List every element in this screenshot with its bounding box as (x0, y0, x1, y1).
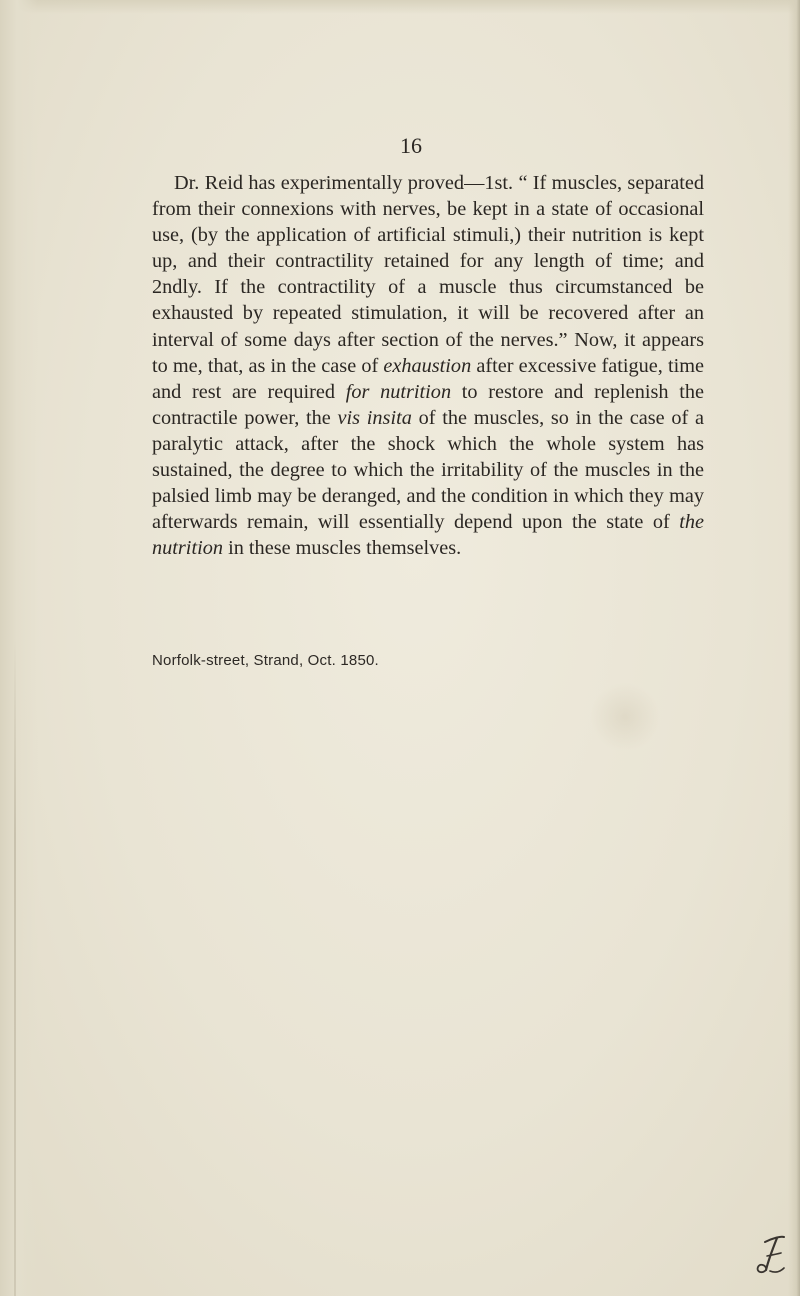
italic-for-nutrition: for nutrition (345, 380, 452, 403)
text-run: in these muscles themselves. (223, 537, 462, 560)
italic-vis-insita: vis insita (337, 406, 412, 429)
text-run: to restore and replenish the contractile power, the (152, 380, 704, 429)
paper-stain (590, 682, 660, 752)
italic-the-nutrition: the nutrition (152, 511, 704, 560)
page-gutter-shadow (0, 0, 38, 1296)
text-run: after excessive fatigue, time and rest are required (152, 354, 704, 403)
page-top-shadow (0, 0, 800, 14)
dateline: Norfolk-street, Strand, Oct. 1850. (152, 652, 379, 669)
page-crease (14, 640, 16, 1296)
page-right-edge (788, 0, 800, 1296)
page-number: 16 (400, 133, 422, 158)
text-run: of the muscles, so in the case of a paralytic attack, after the shock which the whole system has sustained, the degree to which the irritability of the muscles in the palsied limb may be deranged, and the condition in which they may afterwards remain, will essentially depend upon the state of (152, 406, 704, 534)
body-paragraph (152, 170, 704, 561)
italic-exhaustion: exhaustion (383, 354, 472, 377)
handwritten-mark-icon (753, 1234, 789, 1276)
text-run: Dr. Reid has experimentally proved—1st. “ If muscles, separated from their connexions with nerves, be kept in a state of occasional use, (by the application of artificial stimuli,) their nutrition is kept up, and their contractility retained for any length of time; and 2ndly. If the contractility of a muscle thus circumstanced be exhausted by repeated stimulation, it will be recovered after an interval of some days after section of the nerves.” Now, it appears to me, that, as in the case of (152, 172, 704, 377)
